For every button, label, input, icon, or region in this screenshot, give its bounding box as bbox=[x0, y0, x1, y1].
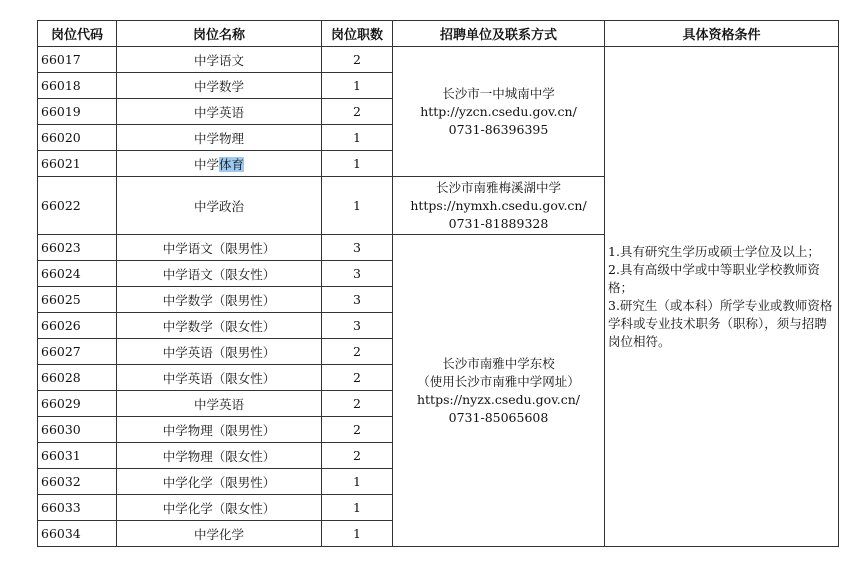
position-count: 1 bbox=[322, 495, 393, 521]
position-code: 66017 bbox=[38, 47, 117, 73]
position-code: 66027 bbox=[38, 339, 117, 365]
position-name: 中学英语（限男性） bbox=[117, 339, 322, 365]
position-code: 66020 bbox=[38, 125, 117, 151]
position-code: 66034 bbox=[38, 521, 117, 547]
header-position-code: 岗位代码 bbox=[38, 21, 117, 47]
position-name: 中学英语 bbox=[117, 99, 322, 125]
position-name: 中学语文（限女性） bbox=[117, 261, 322, 287]
selected-text-highlight[interactable]: 体育 bbox=[219, 156, 245, 172]
position-name bbox=[117, 151, 322, 177]
position-count: 2 bbox=[322, 99, 393, 125]
unit-website: https://nyzx.csedu.gov.cn/ bbox=[416, 391, 581, 407]
requirements-cell bbox=[605, 47, 839, 547]
position-code: 66022 bbox=[38, 177, 117, 235]
position-code: 66023 bbox=[38, 235, 117, 261]
position-code: 66032 bbox=[38, 469, 117, 495]
position-count: 2 bbox=[322, 417, 393, 443]
position-code: 66033 bbox=[38, 495, 117, 521]
unit-name: 长沙市南雅梅溪湖中学 bbox=[435, 179, 561, 195]
position-count: 1 bbox=[322, 125, 393, 151]
position-name: 中学化学 bbox=[117, 521, 322, 547]
header-position-count: 岗位职数 bbox=[322, 21, 393, 47]
recruiting-unit-cell bbox=[393, 177, 605, 235]
recruiting-unit-cell bbox=[393, 235, 605, 547]
position-count: 2 bbox=[322, 365, 393, 391]
position-code: 66018 bbox=[38, 73, 117, 99]
position-count: 3 bbox=[322, 235, 393, 261]
job-positions-table bbox=[37, 20, 839, 547]
position-code: 66021 bbox=[38, 151, 117, 177]
position-code: 66029 bbox=[38, 391, 117, 417]
position-count: 2 bbox=[322, 47, 393, 73]
unit-phone: 0731-81889328 bbox=[448, 215, 549, 231]
unit-phone: 0731-85065608 bbox=[448, 409, 549, 425]
position-name: 中学数学（限男性） bbox=[117, 287, 322, 313]
position-count: 2 bbox=[322, 391, 393, 417]
requirement-item: 1.具有研究生学历或硕士学位及以上； bbox=[608, 243, 820, 259]
position-name-text: 中学 bbox=[193, 156, 219, 172]
position-name: 中学化学（限女性） bbox=[117, 495, 322, 521]
position-count: 1 bbox=[322, 73, 393, 99]
table-row bbox=[38, 47, 839, 73]
position-name: 中学英语 bbox=[117, 391, 322, 417]
position-code: 66028 bbox=[38, 365, 117, 391]
position-code: 66026 bbox=[38, 313, 117, 339]
position-count: 1 bbox=[322, 469, 393, 495]
unit-phone: 0731-86396395 bbox=[448, 121, 549, 137]
position-code: 66024 bbox=[38, 261, 117, 287]
position-name: 中学政治 bbox=[117, 177, 322, 235]
position-count: 2 bbox=[322, 339, 393, 365]
unit-website: https://nymxh.csedu.gov.cn/ bbox=[410, 197, 587, 213]
unit-website: http://yzcn.csedu.gov.cn/ bbox=[420, 103, 577, 119]
position-code: 66025 bbox=[38, 287, 117, 313]
header-recruiting-unit: 招聘单位及联系方式 bbox=[393, 21, 605, 47]
position-name: 中学数学 bbox=[117, 73, 322, 99]
position-name: 中学语文 bbox=[117, 47, 322, 73]
unit-note: （使用长沙市南雅中学网址） bbox=[417, 373, 580, 389]
position-name: 中学化学（限男性） bbox=[117, 469, 322, 495]
header-requirements: 具体资格条件 bbox=[605, 21, 839, 47]
position-name: 中学物理（限女性） bbox=[117, 443, 322, 469]
header-position-name: 岗位名称 bbox=[117, 21, 322, 47]
position-name: 中学语文（限男性） bbox=[117, 235, 322, 261]
unit-name: 长沙市一中城南中学 bbox=[442, 85, 555, 101]
requirement-item: 3.研究生（或本科）所学专业或教师资格学科或专业技术职务（职称），须与招聘岗位相符。 bbox=[608, 297, 833, 349]
position-name: 中学物理 bbox=[117, 125, 322, 151]
recruiting-unit-cell bbox=[393, 47, 605, 177]
position-count: 2 bbox=[322, 443, 393, 469]
position-name: 中学数学（限女性） bbox=[117, 313, 322, 339]
position-count: 3 bbox=[322, 287, 393, 313]
requirement-item: 2.具有高级中学或中等职业学校教师资格； bbox=[608, 261, 820, 295]
position-count: 1 bbox=[322, 521, 393, 547]
position-count: 1 bbox=[322, 151, 393, 177]
position-code: 66031 bbox=[38, 443, 117, 469]
position-count: 3 bbox=[322, 261, 393, 287]
position-name: 中学英语（限女性） bbox=[117, 365, 322, 391]
position-count: 1 bbox=[322, 177, 393, 235]
position-name: 中学物理（限男性） bbox=[117, 417, 322, 443]
position-code: 66019 bbox=[38, 99, 117, 125]
position-code: 66030 bbox=[38, 417, 117, 443]
unit-name: 长沙市南雅中学东校 bbox=[442, 355, 555, 371]
position-count: 3 bbox=[322, 313, 393, 339]
table-header-row bbox=[38, 21, 839, 47]
